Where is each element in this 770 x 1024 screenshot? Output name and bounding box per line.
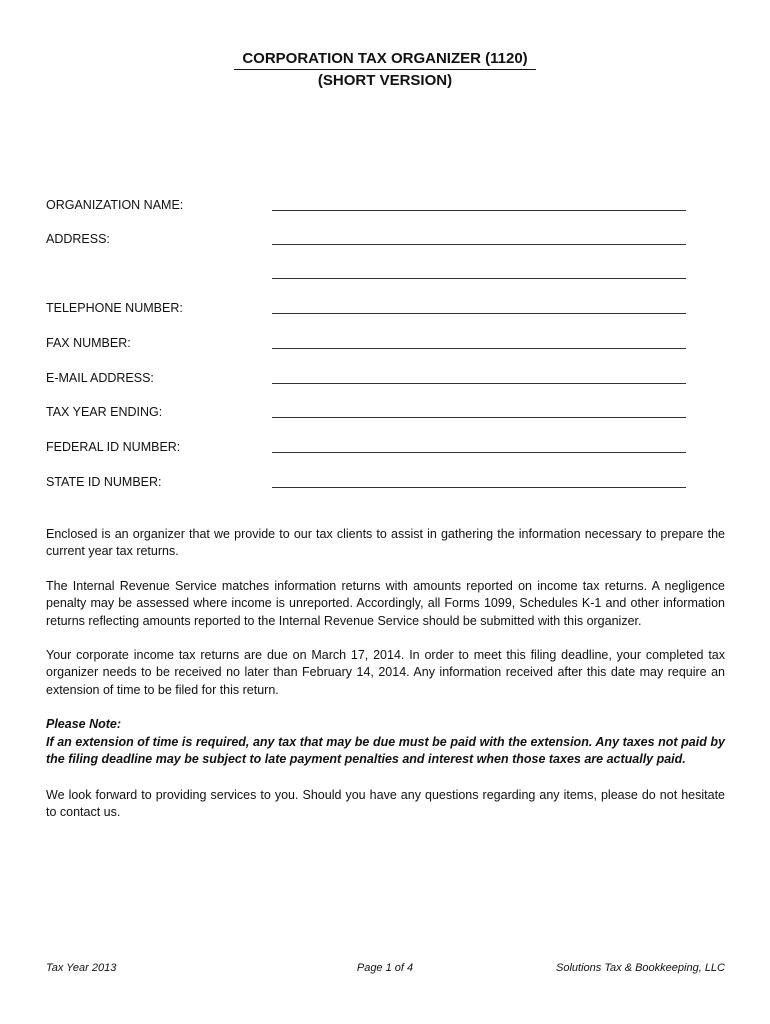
telephone-label: TELEPHONE NUMBER: [46, 301, 183, 315]
footer-company: Solutions Tax & Bookkeeping, LLC [556, 962, 725, 974]
field-organization-name [46, 197, 686, 217]
address-label: ADDRESS: [46, 232, 110, 246]
field-federal-id [46, 439, 686, 459]
document-subtitle: (SHORT VERSION) [317, 72, 453, 89]
closing-paragraph: We look forward to providing services to you. Should you have any questions regarding any items, please do not hesitate to contact us. [46, 788, 725, 820]
intro-paragraph: Enclosed is an organizer that we provide to our tax clients to assist in gathering the information necessary to prepare the current year tax returns. [46, 527, 725, 559]
document-title [0, 50, 770, 70]
fax-line[interactable] [272, 348, 686, 349]
field-fax [46, 335, 686, 355]
state-id-line[interactable] [272, 487, 686, 488]
field-telephone [46, 300, 686, 320]
federal-id-label: FEDERAL ID NUMBER: [46, 440, 181, 454]
footer-page-number: Page 1 of 4 [356, 962, 414, 974]
email-line[interactable] [272, 383, 686, 384]
field-email [46, 370, 686, 390]
fax-label: FAX NUMBER: [46, 336, 131, 350]
document-title-text: CORPORATION TAX ORGANIZER (1120) [234, 50, 535, 70]
tax-year-ending-label: TAX YEAR ENDING: [46, 405, 163, 419]
telephone-line[interactable] [272, 313, 686, 314]
field-state-id [46, 474, 686, 494]
note-heading: Please Note: [46, 717, 122, 731]
address-line-2[interactable] [272, 278, 686, 279]
organization-name-label: ORGANIZATION NAME: [46, 198, 184, 212]
note-body: If an extension of time is required, any tax that may be due must be paid with the extension. Any taxes not paid by the filing deadline may be subject to late payment penalties and interest when those taxes are actually paid. [46, 735, 725, 767]
federal-id-line[interactable] [272, 452, 686, 453]
organization-name-line[interactable] [272, 210, 686, 211]
tax-year-ending-line[interactable] [272, 417, 686, 418]
address-line-1[interactable] [272, 244, 686, 245]
irs-paragraph: The Internal Revenue Service matches information returns with amounts reported on income tax returns. A negligence penalty may be assessed where income is unreported. Accordingly, all Forms 1099, Schedules K-1 and other information returns reflecting amounts reported to the Internal Revenue Service should be submitted with this organizer. [46, 579, 725, 628]
field-address [46, 231, 686, 251]
deadline-paragraph: Your corporate income tax returns are due on March 17, 2014. In order to meet this filing deadline, your completed tax organizer needs to be received no later than February 14, 2014. Any information received after this date may require an extension of time to be filed for this return. [46, 648, 725, 697]
state-id-label: STATE ID NUMBER: [46, 475, 162, 489]
footer-tax-year: Tax Year 2013 [46, 962, 117, 974]
field-tax-year-ending [46, 404, 686, 424]
field-address-2 [46, 265, 686, 285]
email-label: E-MAIL ADDRESS: [46, 371, 154, 385]
